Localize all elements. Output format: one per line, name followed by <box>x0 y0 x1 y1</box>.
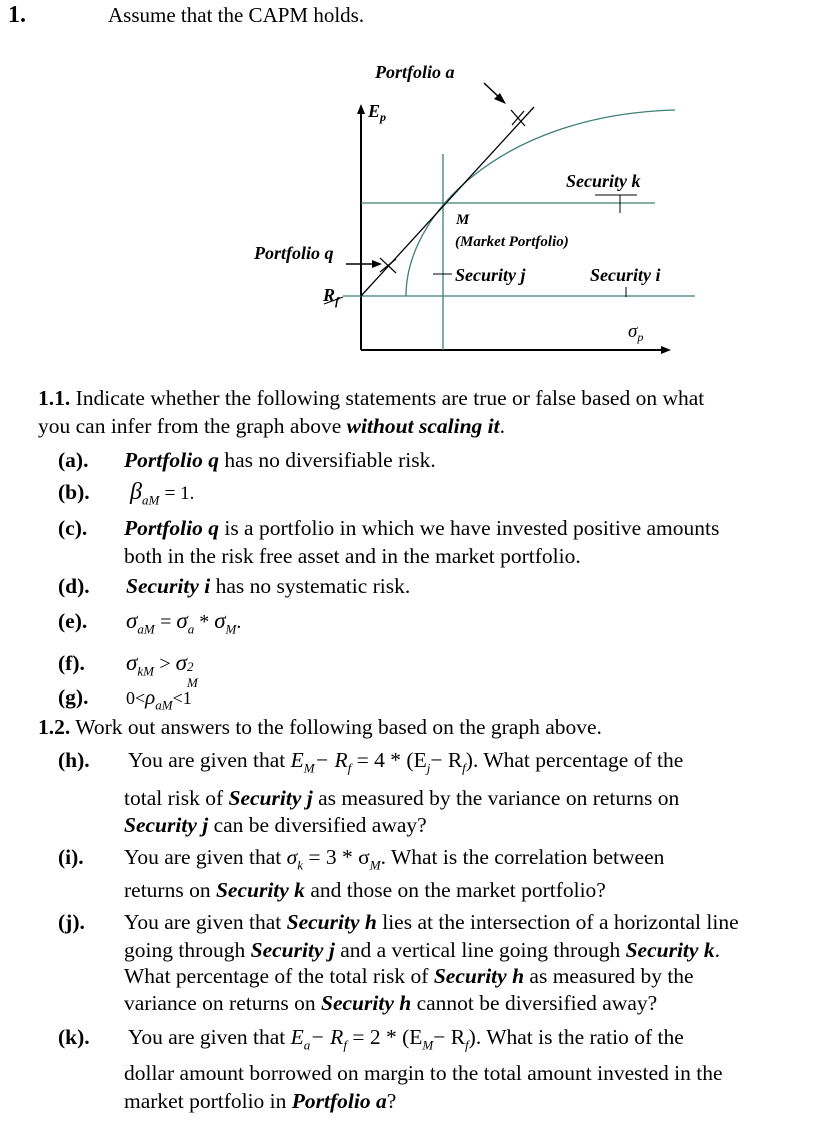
item-i-t2c: and those on the market portfolio? <box>310 878 606 902</box>
item-k <box>58 1023 684 1059</box>
item-k-t1b: E <box>290 1025 304 1049</box>
item-h-t1c: M <box>303 760 315 776</box>
item-d-label: (d). <box>58 574 90 598</box>
item-b-sub: aM <box>141 492 160 508</box>
item-i-t1b: σ <box>286 845 298 869</box>
y-axis-arrow <box>357 104 365 114</box>
item-h-t1g: j <box>426 760 431 776</box>
item-g-label: (g). <box>58 685 89 709</box>
item-j-t2d: Security k <box>625 938 715 962</box>
item-i-t1d: = 3 * σ <box>308 845 370 869</box>
item-b <box>58 478 194 514</box>
item-j-label: (j). <box>58 910 85 934</box>
item-k-t1j: ). What is the ratio of the <box>468 1025 684 1049</box>
item-k-t1h: − R <box>433 1025 466 1049</box>
item-k-label: (k). <box>58 1025 90 1049</box>
item-j-t2e: . <box>714 938 720 962</box>
item-h-t1h: − R <box>430 748 463 772</box>
item-i-t1a: You are given that <box>124 845 282 869</box>
item-j-t2c: and a vertical line going through <box>340 938 621 962</box>
item-j-t1a: You are given that <box>124 910 282 934</box>
item-f-sub1: kM <box>137 663 154 679</box>
item-b-label: (b). <box>58 480 90 504</box>
item-h-t2c: as measured by the variance on returns on <box>318 786 680 810</box>
item-k-t1a: You are given that <box>128 1025 286 1049</box>
section1-heading <box>38 384 704 413</box>
item-c-text1: is a portfolio in which we have invested positive amounts <box>224 516 720 540</box>
item-j <box>58 908 739 937</box>
item-e-sub1: aM <box>137 621 155 637</box>
item-h <box>58 746 683 782</box>
ep-axis-label: $E_p$ <box>368 101 387 124</box>
item-h-t1e: f <box>347 760 352 776</box>
item-j-t3c: as measured by the <box>529 964 694 988</box>
item-h-t3a: Security j <box>124 813 209 837</box>
market-portfolio-label: (Market Portfolio) <box>455 234 569 250</box>
item-j-t2b: Security j <box>250 938 335 962</box>
item-j-t4b: Security h <box>321 991 412 1015</box>
item-g-pre: 0< <box>126 688 146 708</box>
item-c-text2: both in the risk free asset and in the market portfolio. <box>124 544 581 568</box>
item-g-rho: ρ <box>145 685 156 709</box>
section1-heading-line2 <box>38 412 505 441</box>
item-j-t2a: going through <box>124 938 246 962</box>
section1-heading-text: Indicate whether the following statements are true or false based on what <box>75 386 705 410</box>
item-h-t1b: E <box>290 748 304 772</box>
item-i-t1f: . What is the correlation between <box>380 845 665 869</box>
item-k-line3 <box>124 1087 396 1116</box>
item-i-t1c: k <box>297 857 304 873</box>
item-e: (e). $\sigma_{aM} = \sigma_a * \sigma_M$. <box>58 608 242 637</box>
item-g-post: <1 <box>172 688 192 708</box>
item-i-t2a: returns on <box>124 878 211 902</box>
item-j-t4c: cannot be diversified away? <box>416 991 658 1015</box>
item-a-text: has no diversifiable risk. <box>224 448 436 472</box>
item-k-t2: dollar amount borrowed on margin to the total amount invested in the <box>124 1061 723 1085</box>
item-c-label: (c). <box>58 516 88 540</box>
x-axis-arrow <box>661 346 671 354</box>
heading-line2-text: you can infer from the graph above <box>38 414 342 438</box>
item-h-t1f: = 4 * (E <box>356 748 427 772</box>
item-h-line2 <box>124 784 679 813</box>
item-j-t1c: lies at the intersection of a horizontal line <box>382 910 739 934</box>
security-i-label: Security i <box>590 265 661 285</box>
sigma-axis-label: $\sigma_p$ <box>628 321 644 344</box>
item-h-t2a: total risk of <box>124 786 224 810</box>
item-j-t1b: Security h <box>286 910 377 934</box>
heading-emphasis: without scaling it <box>346 414 500 438</box>
section2-heading <box>38 713 602 742</box>
item-k-t3a: market portfolio in <box>124 1089 287 1113</box>
item-i-label: (i). <box>58 845 84 869</box>
item-j-line2 <box>124 936 720 965</box>
item-k-t3b: Portfolio a <box>291 1089 387 1113</box>
item-h-label: (h). <box>58 748 90 772</box>
item-g-sub: aM <box>155 697 173 713</box>
item-k-t3c: ? <box>386 1089 397 1113</box>
item-h-t1j: ). What percentage of the <box>465 748 684 772</box>
item-j-t3b: Security h <box>433 964 525 988</box>
item-i-t1e: M <box>369 857 381 873</box>
item-k-t1c: a <box>303 1037 311 1053</box>
item-k-t1i: f <box>465 1037 469 1053</box>
item-b-rest: = 1. <box>164 483 195 504</box>
item-k-t1e: f <box>343 1037 347 1053</box>
item-f: (f). $\sigma_{kM} > \sigma$ 2 M <box>58 648 203 685</box>
item-i-line2 <box>124 876 606 905</box>
capm-graph <box>0 0 834 370</box>
problem-number: 1. <box>8 2 26 28</box>
section1-number: 1.1. <box>38 386 71 410</box>
item-c-line2 <box>124 542 581 571</box>
item-h-t2b: Security j <box>228 786 313 810</box>
item-f-label: (f). <box>58 651 85 675</box>
item-k-t1g: M <box>422 1037 434 1053</box>
portfolio-q-arrowhead <box>372 260 382 268</box>
item-j-line3 <box>124 962 694 991</box>
item-h-t3b: can be diversified away? <box>213 813 427 837</box>
heading-period: . <box>499 414 505 438</box>
item-h-line3 <box>124 811 427 840</box>
item-a-label: (a). <box>58 448 89 472</box>
item-e-sub2: a <box>187 621 195 637</box>
item-k-t1f: = 2 * (E <box>352 1025 423 1049</box>
item-a <box>58 446 436 475</box>
section2-number: 1.2. <box>38 715 71 739</box>
item-c <box>58 514 719 543</box>
item-k-t1d: − R <box>310 1025 344 1049</box>
item-j-t4a: variance on returns on <box>124 991 316 1015</box>
item-j-t3a: What percentage of the total risk of <box>124 964 429 988</box>
item-k-line2 <box>124 1059 723 1088</box>
item-b-beta: β <box>130 479 142 505</box>
item-a-bold: Portfolio q <box>124 448 219 472</box>
item-i-t2b: Security k <box>215 878 305 902</box>
item-i <box>58 843 664 879</box>
item-e-sub3: M <box>225 621 237 637</box>
security-j-label: Security j <box>455 265 526 285</box>
item-h-t1i: f <box>462 760 466 776</box>
item-e-label: (e). <box>58 609 88 633</box>
item-d-bold: Security i <box>126 574 211 598</box>
portfolio-a-label: Portfolio a <box>375 62 455 82</box>
item-c-bold: Portfolio q <box>124 516 219 540</box>
problem-intro: Assume that the CAPM holds. <box>108 3 365 27</box>
portfolio-q-label: Portfolio q <box>254 243 334 263</box>
item-h-t1d: − R <box>314 748 348 772</box>
section2-heading-text: Work out answers to the following based on the graph above. <box>75 715 602 739</box>
m-label: M <box>456 212 470 228</box>
item-h-t1a: You are given that <box>128 748 286 772</box>
item-f-sup: 2 <box>186 659 194 674</box>
item-d <box>58 572 410 601</box>
rf-axis-label: $R_f$ <box>323 285 340 308</box>
item-f-sub2: M <box>186 675 198 690</box>
item-j-line4 <box>124 989 657 1018</box>
security-k-label: Security k <box>566 171 641 191</box>
item-d-text: has no systematic risk. <box>215 574 411 598</box>
